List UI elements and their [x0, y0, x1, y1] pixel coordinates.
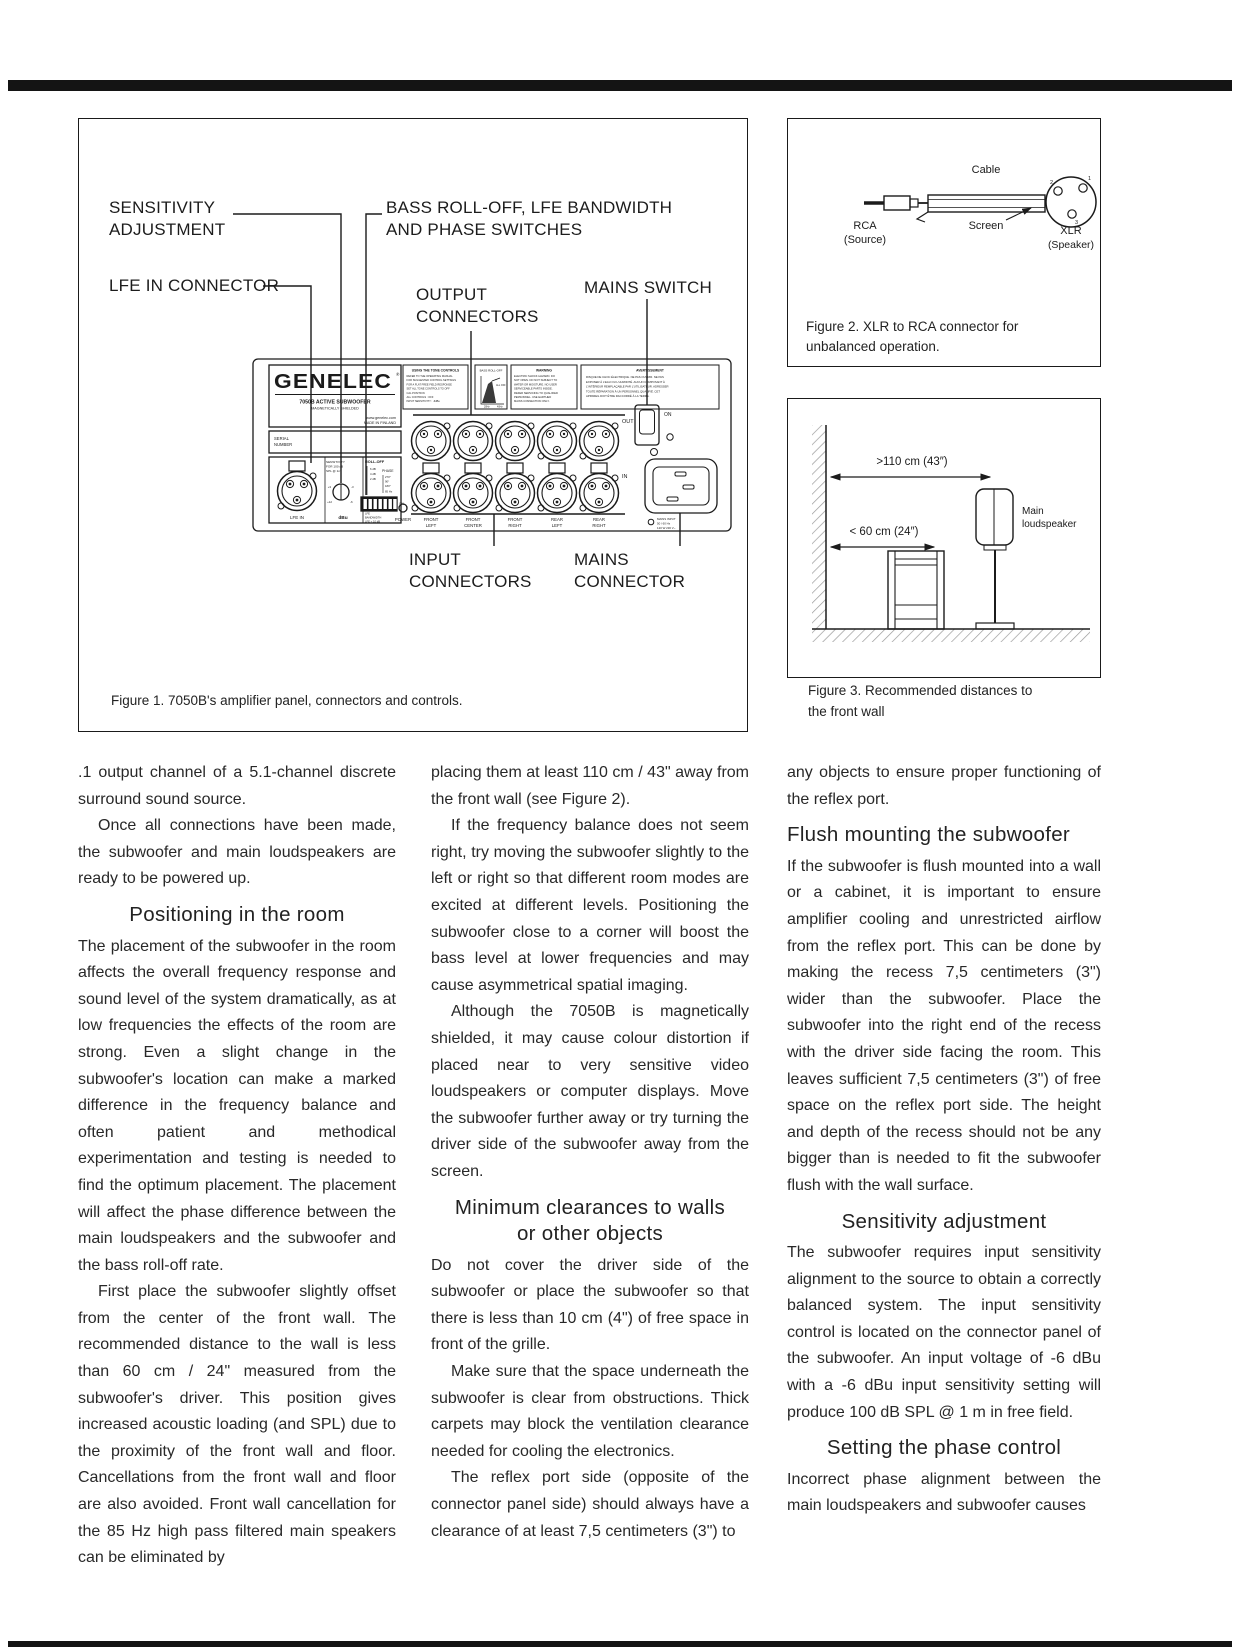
phase-mark: 180° [385, 484, 391, 488]
caption-line: unbalanced operation. [806, 339, 940, 354]
avertissement-line: RISQUE DE CHOC ÉLECTRIQUE. NE PAS OUVRIR. NE PAS [586, 375, 664, 379]
warning-line: PERSONNEL. USE EARTHED [514, 396, 552, 399]
channel-label: CENTER [464, 523, 482, 528]
column-2 [431, 760, 749, 1545]
avertissement-line: L'INTÉRIEUR REMPLAÇABLE PAR L'UTILISATEUR. ADRESSER [586, 384, 669, 389]
top-rule [8, 80, 1232, 91]
xlr-connector [1046, 177, 1096, 227]
mains-rating-1: MAINS INPUT [657, 517, 676, 521]
section-heading-sensitivity: Sensitivity adjustment [841, 1209, 1047, 1233]
section-heading-positioning: Positioning in the room [129, 902, 345, 926]
paragraph: Make sure that the space underneath the subwoofer is clear from obstructions. Thick carpets may block the ventilation clearance needed for cooling the electronics. [431, 1363, 749, 1460]
label-mains-switch: MAINS SWITCH [584, 278, 713, 297]
avertissement-line: EXPOSER À L'EAU OU L'HUMIDITÉ. AUCUN COMPOSANT À [586, 379, 665, 384]
dimension-sub-label: < 60 cm (24″) [849, 526, 919, 538]
warning-line: WATER OR MOISTURE. NO USER [514, 383, 557, 387]
wall-hatching [812, 425, 826, 629]
bandwidth-label-2: BANDWIDTH [365, 516, 382, 520]
graph-title: BASS ROLL-OFF [479, 368, 503, 373]
rolloff-mark: 2 dB [370, 477, 376, 481]
sensitivity-note-2: FOR 100 dB [326, 464, 344, 469]
bandwidth-label-3: LFE + 10 dB [365, 520, 381, 524]
rolloff-mark: 4 dB [370, 472, 376, 476]
paragraph: First place the subwoofer slightly offset from the center of the front wall. The recommended distance to the wall is less than 60 cm / 24" measured from the subwoofer's driver. This position gives increased acoustic loading (and SPL) due to the proximity of the front wall and floor. Cancellations from the front wall and floor are also avoided. Front wall cancellation for the 85 Hz high pass filtered main speakers can be eliminated by [78, 1283, 396, 1567]
lfe-in-xlr-connector [278, 461, 317, 511]
graph-x1: 20Hz [484, 405, 490, 409]
earth-screw [648, 519, 654, 525]
paragraph: placing them at least 110 cm / 43" away from the front wall (see Figure 2). [431, 764, 749, 808]
notice-line: SET ALL TONE CONTROLS TO OFF [406, 387, 450, 391]
knob-mark: -6 [350, 500, 353, 504]
output-xlr-connector [412, 422, 451, 461]
label-line: CONNECTORS [416, 307, 539, 326]
notice-line: FOR A FLAT FREE FIELD RESPONSE [406, 383, 452, 387]
label-line: CONNECTORS [409, 572, 532, 591]
phase-mark: 270° [385, 475, 391, 479]
output-xlr-connector [538, 422, 577, 461]
website: www.genelec.com [366, 416, 396, 420]
knob-mark: -3 [351, 485, 354, 489]
floor-hatching [812, 629, 1090, 642]
warning-line: NOT OPEN. DO NOT SUBJECT TO [514, 379, 558, 383]
bass-rolloff-graph [475, 365, 507, 409]
knob-mark: +12 [327, 500, 332, 504]
label-line: CONNECTOR [574, 572, 686, 591]
channel-label: LEFT [425, 523, 437, 528]
pin-3-label: 3 [1075, 220, 1079, 226]
label-line: INPUT [409, 550, 461, 569]
xlr-speaker-label: (Speaker) [1047, 239, 1095, 251]
out-label: OUT [622, 419, 634, 425]
output-xlr-connector [454, 422, 493, 461]
channel-label: FRONT [423, 517, 439, 522]
notice-title: USING THE TONE CONTROLS [411, 368, 460, 373]
paragraph: .1 output channel of a 5.1-channel discrete surround sound source. [78, 764, 396, 808]
channel-label: REAR [593, 517, 605, 522]
label-line: OUTPUT [416, 285, 488, 304]
figure2-box [787, 118, 1101, 367]
paragraph: Once all connections have been made, the subwoofer and main loudspeakers are ready to be powered up. [78, 817, 396, 888]
label-line: SENSITIVITY [109, 198, 216, 217]
rolloff-mark: 6 dB [370, 467, 376, 471]
phase-mark: 85 Hz [385, 489, 393, 494]
column-3 [787, 760, 1101, 1520]
paragraph: If the frequency balance does not seem right, try moving the subwoofer slightly to the left or right so that different room modes are excited at different levels. Positioning the subwoofer close to a corner will boost the bass level at lower frequencies and may cause asymmetrical spatial imaging. [431, 817, 749, 994]
input-xlr-connector [412, 463, 451, 513]
label-sensitivity-adjustment [109, 197, 225, 241]
paragraph: The placement of the subwoofer in the room affects the overall frequency response and sound level of the system dramatically, as at low frequencies the effects of the room are strong. Even a slight change in the subwoofer's location can make a marked difference in the frequency balance and often patient and methodical experimentation and testing is needed to find the optimum placement. The placement will affect the phase difference between the main loudspeakers and the subwoofer and the bass roll-off rate. [78, 937, 396, 1274]
main-loudspeaker-label-2: loudspeaker [1022, 519, 1077, 530]
screen-label: Screen [968, 220, 1004, 232]
output-xlr-connector [496, 422, 535, 461]
graph-x2: 40Hz [497, 405, 503, 409]
input-xlr-connector [580, 463, 619, 513]
paragraph: Although the 7050B is magnetically shielded, it may cause colour distortion if placed near to very sensitive video loudspeakers or computer displays. Move the subwoofer further away or try turning the driver side of the subwoofer away from the screen. [431, 1003, 749, 1180]
label-output-connectors [416, 284, 539, 328]
shield-note: MAGNETICALLY SHIELDED [311, 406, 359, 411]
phase-mark: 90° [385, 479, 390, 484]
heading-line: Minimum clearances to walls [454, 1195, 726, 1219]
notice-line: ALL CONTROLS : OFF [406, 396, 434, 399]
caption-line: the front wall [808, 704, 885, 719]
power-label: POWER [394, 517, 412, 522]
label-lfe-in-connector: LFE IN CONNECTOR [109, 276, 280, 295]
input-xlr-connector [496, 463, 535, 513]
section-heading-clearances [431, 1195, 749, 1248]
phase-label: PHASE [382, 469, 394, 473]
warning-line: REFER SERVICING TO QUALIFIED [514, 391, 558, 395]
channel-label: FRONT [507, 517, 523, 522]
notice-line: INPUT SENSITIVITY : -6dBu [406, 400, 440, 404]
avertissement-line: TOUTE RÉPARATION À UN PERSONNEL QUALIFIÉ. CET [586, 389, 661, 394]
caption-line: Figure 3. Recommended distances to [808, 683, 1033, 698]
label-line: ADJUSTMENT [109, 220, 226, 239]
channel-label: LEFT [551, 523, 563, 528]
bandwidth-label-1: LFE [365, 512, 370, 516]
paragraph: any objects to ensure proper functioning of the reflex port. [787, 764, 1101, 808]
xlr-label: XLR [1060, 225, 1082, 237]
graph-all-off: ALL OFF [496, 384, 506, 387]
notice-line: FOR SUGGESTED CONTROL SETTINGS [406, 379, 456, 383]
serial-label: SERIAL [274, 436, 289, 441]
rca-source-label: (Source) [843, 234, 887, 246]
mains-rating-3: 120 W 230 V~ [657, 526, 676, 530]
avertissement-line: APPAREIL DOIT ÊTRE RACCORDÉ À LA TERRE. [586, 394, 650, 399]
label-bass-rolloff-switches [386, 197, 672, 241]
brand-logo: GENELEC [274, 371, 392, 393]
mains-switch-control [635, 405, 673, 456]
cable-label: Cable [971, 164, 1001, 176]
main-loudspeaker-drawing [976, 489, 1014, 629]
label-line: AND PHASE SWITCHES [386, 220, 583, 239]
sensitivity-note-3: SPL @ 1m [326, 469, 341, 473]
brand-block [269, 365, 401, 427]
paragraph: Do not cover the driver side of the subwoofer or place the subwoofer so that there is less than 10 cm (4") of free space in front of the grille. [431, 1256, 749, 1354]
knob-mark: +3 [327, 485, 331, 489]
on-label: ON [664, 412, 672, 418]
screen-arrow [1006, 208, 1031, 220]
in-label: IN [622, 474, 628, 480]
figure3-box [787, 398, 1101, 678]
figure3-caption [808, 680, 1032, 722]
subwoofer-drawing [888, 551, 944, 629]
channel-labels [424, 517, 606, 528]
paragraph: If the subwoofer is flush mounted into a wall or a cabinet, it is important to ensure amplifier cooling and unrestricted airflow from the reflex port. This can be done by making the recess 7,5 centimeters (3") wider than the subwoofer. Place the subwoofer into the right end of the recess with the driver side facing the room. This leaves sufficient 7,5 centimeters (3") of free space on the reflex port side. The height and depth of the recess should not be any bigger than is needed to fit the subwoofer flush with the wall surface. [787, 857, 1101, 1194]
caption-line: Figure 2. XLR to RCA connector for [806, 319, 1019, 334]
pin-2-label: 2 [1050, 180, 1054, 186]
input-xlr-connector [454, 463, 493, 513]
paragraph: The reflex port side (opposite of the connector panel side) should always have a clearance of at least 7,5 centimeters (3") to [431, 1469, 749, 1540]
channel-label: RIGHT [508, 523, 522, 528]
figure1-box [78, 118, 748, 732]
bottom-rule [8, 1641, 1232, 1647]
output-xlr-connector [580, 422, 619, 461]
warning-title: WARNING [536, 368, 552, 373]
controls-block [269, 457, 404, 524]
lfe-in-label: LFE IN [289, 515, 305, 520]
warning-line: MAINS CONNECTION ONLY. [514, 400, 550, 404]
rca-label: RCA [853, 220, 877, 232]
column-1 [78, 760, 396, 1572]
mains-inlet [645, 459, 717, 513]
label-line: BASS ROLL-OFF, LFE BANDWIDTH [386, 198, 673, 217]
serial-label-2: NUMBER [274, 442, 293, 447]
avertissement-title: AVERTISSEMENT [636, 368, 664, 373]
pin-1-label: 1 [1088, 176, 1092, 182]
model-name: 7050B ACTIVE SUBWOOFER [299, 399, 371, 406]
figure3-diagram [788, 399, 1098, 675]
heading-line: or other objects [516, 1222, 664, 1246]
label-mains-connector [574, 549, 685, 593]
dip-on-label: ON [399, 502, 404, 506]
registered-mark: ® [396, 372, 400, 377]
channel-label: RIGHT [592, 523, 606, 528]
section-heading-phase: Setting the phase control [826, 1436, 1062, 1460]
avertissement-notice [581, 365, 719, 409]
warning-line: SERVICEABLE PARTS INSIDE. [514, 387, 553, 391]
figure1-caption: Figure 1. 7050B's amplifier panel, connectors and controls. [111, 693, 463, 708]
notice-line: REFER TO THE OPERATING MANUAL [406, 375, 453, 378]
rca-plug [864, 196, 928, 222]
channel-label: REAR [551, 517, 563, 522]
label-line: MAINS [574, 550, 629, 569]
mains-rating-2: 50 / 60 Hz [657, 521, 671, 526]
serial-block [269, 431, 401, 453]
section-heading-flush-mounting: Flush mounting the subwoofer [787, 823, 1071, 847]
dbu-label: dBu [338, 516, 348, 521]
paragraph: Incorrect phase alignment between the main loudspeakers and subwoofer causes [787, 1470, 1101, 1515]
figure2-caption [806, 317, 1018, 357]
paragraph: The subwoofer requires input sensitivity alignment to the source to obtain a correctly balanced system. The input sensitivity control is located on the connector panel of the subwoofer. An input voltage of -6 dBu with a -6 dBu input sensitivity setting will produce 100 dB SPL @ 1 m in free field. [787, 1244, 1101, 1421]
sensitivity-note-1: SENSITIVITY [326, 460, 345, 464]
channel-label: FRONT [465, 517, 481, 522]
notice-line: CAL POSITION [406, 391, 425, 395]
rolloff-label: ROLL-OFF [365, 460, 385, 464]
tone-controls-notice [403, 365, 468, 409]
input-xlr-connector [538, 463, 577, 513]
made-in: MADE IN FINLAND [363, 421, 396, 425]
amplifier-panel [253, 359, 731, 531]
main-loudspeaker-label-1: Main [1022, 506, 1044, 517]
bandwidth-120: 120 [387, 508, 392, 512]
label-input-connectors [409, 549, 532, 593]
warning-line: ELECTRIC SHOCK HAZARD. DO [514, 375, 555, 378]
warning-notice [511, 365, 577, 409]
dimension-wall-label: >110 cm (43″) [876, 456, 948, 468]
